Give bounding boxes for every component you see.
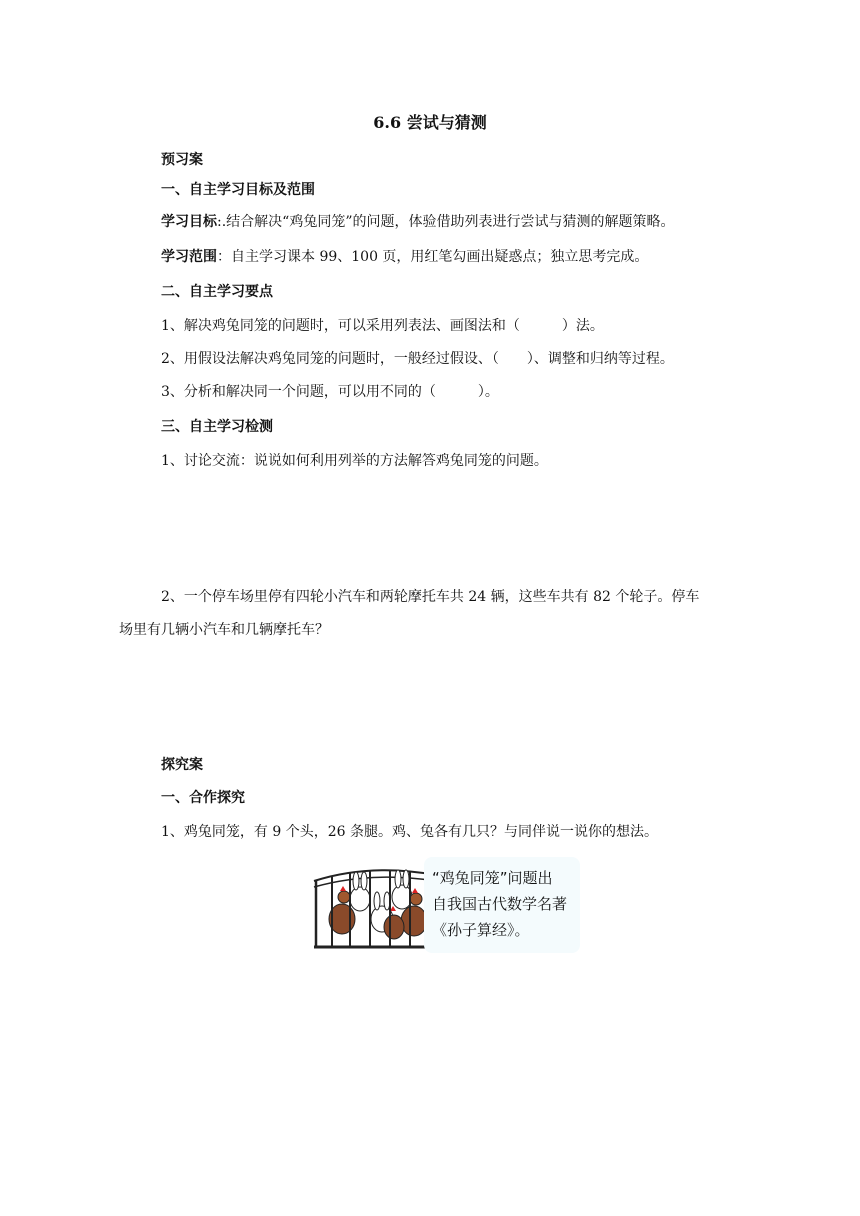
chicken-rabbit-cage-icon	[310, 861, 440, 951]
goal-paragraph	[161, 212, 674, 232]
bubble-line: “鸡兔同笼”问题出	[432, 869, 553, 887]
section-heading-keypoints: 二、自主学习要点	[161, 284, 273, 300]
selftest-question-2-line2: 场里有几辆小汽车和几辆摩托车？	[119, 622, 329, 638]
section-heading-goals: 一、自主学习目标及范围	[161, 182, 315, 198]
section-heading-cooperate: 一、合作探究	[161, 790, 245, 806]
range-text: ：自主学习课本 99、100 页，用红笔勾画出疑惑点；独立思考完成。	[217, 249, 649, 265]
keypoint-item: 1、解决鸡兔同笼的问题时，可以采用列表法、画图法和（ ）法。	[161, 318, 604, 334]
preview-heading: 预习案	[161, 152, 203, 168]
range-paragraph	[161, 247, 648, 267]
page-title: 6.6 尝试与猜测	[373, 113, 487, 132]
goal-label: 学习目标	[161, 214, 217, 230]
keypoint-item: 2、用假设法解决鸡兔同笼的问题时，一般经过假设、（ ）、调整和归纳等过程。	[161, 351, 674, 367]
explore-question-1: 1、鸡兔同笼，有 9 个头，26 条腿。鸡、兔各有几只？与同伴说一说你的想法。	[161, 824, 658, 840]
range-label: 学习范围	[161, 249, 217, 265]
speech-bubble	[424, 857, 580, 953]
section-heading-selftest: 三、自主学习检测	[161, 419, 273, 435]
bubble-line: 自我国古代数学名著	[432, 895, 568, 913]
goal-text: :.结合解决“鸡兔同笼”的问题，体验借助列表进行尝试与猜测的解题策略。	[217, 214, 675, 230]
explore-heading: 探究案	[161, 757, 203, 773]
chicken-rabbit-illustration	[310, 855, 580, 955]
selftest-question-2-line1: 2、一个停车场里停有四轮小汽车和两轮摩托车共 24 辆，这些车共有 82 个轮子。停车	[161, 589, 700, 605]
selftest-question-1: 1、讨论交流：说说如何利用列举的方法解答鸡兔同笼的问题。	[161, 453, 548, 469]
keypoint-item: 3、分析和解决同一个问题，可以用不同的（ ）。	[161, 384, 499, 400]
bubble-line: 《孙子算经》。	[432, 921, 530, 939]
